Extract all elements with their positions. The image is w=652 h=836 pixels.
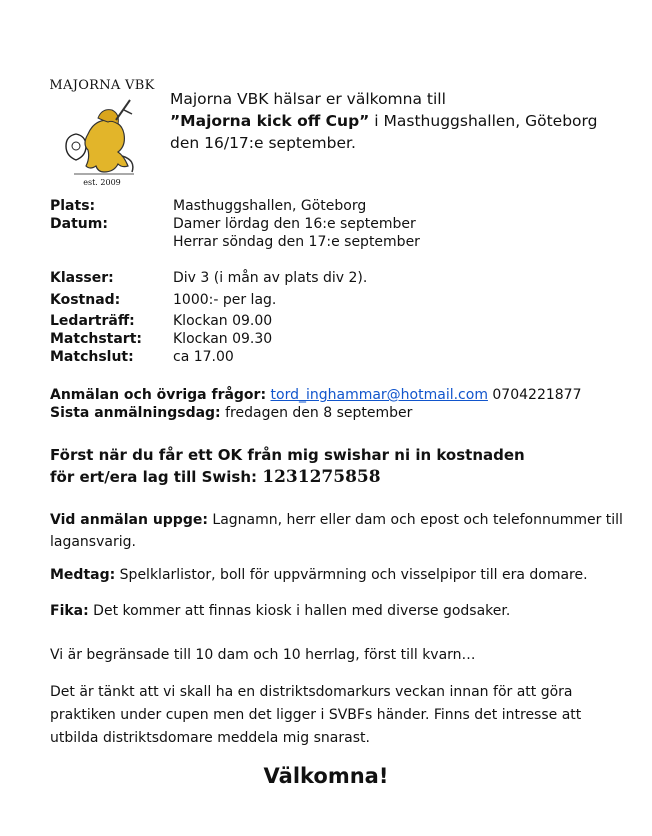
logo-club-name: MAJORNA VBK (49, 78, 155, 93)
deadline-value: fredagen den 8 september (220, 405, 413, 421)
intro-venue: i Masthuggshallen, Göteborg (369, 112, 598, 130)
medtag-text: Spelklarlistor, boll för uppvärmning och visselpipor till era domare. (115, 567, 588, 583)
value-datum-herrar: Herrar söndag den 17:e september (173, 234, 420, 250)
swish-number: 1231275858 (262, 467, 381, 487)
contact-email-link[interactable]: tord_inghammar@hotmail.com (270, 387, 488, 403)
fika-label: Fika: (50, 603, 89, 619)
label-klasser: Klasser: (50, 270, 114, 286)
fika-paragraph (50, 600, 630, 622)
fika-text: Det kommer att finnas kiosk i hallen med diverse godsaker. (88, 603, 511, 619)
medtag-paragraph (50, 564, 630, 586)
club-logo (44, 74, 160, 190)
logo-est: est. 2009 (83, 178, 121, 187)
payment-line-2 (50, 467, 381, 487)
closing-heading: Välkomna! (263, 764, 389, 788)
value-kostnad: 1000:- per lag. (173, 292, 277, 308)
medtag-label: Medtag: (50, 567, 116, 583)
value-datum-damer: Damer lördag den 16:e september (173, 216, 416, 232)
uppge-label: Vid anmälan uppge: (50, 512, 208, 528)
payment-swish-label: för ert/era lag till Swish: (50, 468, 263, 486)
value-ledartraff: Klockan 09.00 (173, 313, 273, 329)
uppge-paragraph (50, 509, 630, 553)
registration-label: Anmälan och övriga frågor: (50, 387, 267, 403)
event-name: ”Majorna kick off Cup” (170, 112, 370, 130)
lion-crest-icon (44, 94, 160, 184)
registration-line (50, 387, 581, 403)
label-kostnad: Kostnad: (50, 292, 121, 308)
value-matchslut: ca 17.00 (173, 349, 234, 365)
deadline-label: Sista anmälningsdag: (50, 405, 221, 421)
value-matchstart: Klockan 09.30 (173, 331, 273, 347)
intro-line-2 (170, 112, 597, 130)
label-matchslut: Matchslut: (50, 349, 134, 365)
value-klasser: Div 3 (i mån av plats div 2). (173, 270, 368, 286)
intro-line-3: den 16/17:e september. (170, 134, 356, 152)
label-ledartraff: Ledarträff: (50, 313, 135, 329)
label-plats: Plats: (50, 198, 96, 214)
label-datum: Datum: (50, 216, 108, 232)
contact-phone: 0704221877 (487, 387, 582, 403)
value-plats: Masthuggshallen, Göteborg (173, 198, 367, 214)
course-paragraph: Det är tänkt att vi skall ha en distriktsdomarkurs veckan innan för att göra praktiken under cupen men det ligger i SVBFs händer. Finns det intresse att utbilda distriktsdomare meddela mig snarast. (50, 684, 582, 746)
limit-paragraph: Vi är begränsade till 10 dam och 10 herrlag, först till kvarn… (50, 647, 476, 663)
intro-line-1: Majorna VBK hälsar er välkomna till (170, 90, 446, 108)
payment-line-1: Först när du får ett OK från mig swishar ni in kostnaden (50, 446, 525, 464)
uppge-text: Lagnamn, herr eller dam och epost och telefonnummer till lagansvarig. (50, 512, 623, 550)
deadline-line (50, 405, 412, 421)
label-matchstart: Matchstart: (50, 331, 143, 347)
